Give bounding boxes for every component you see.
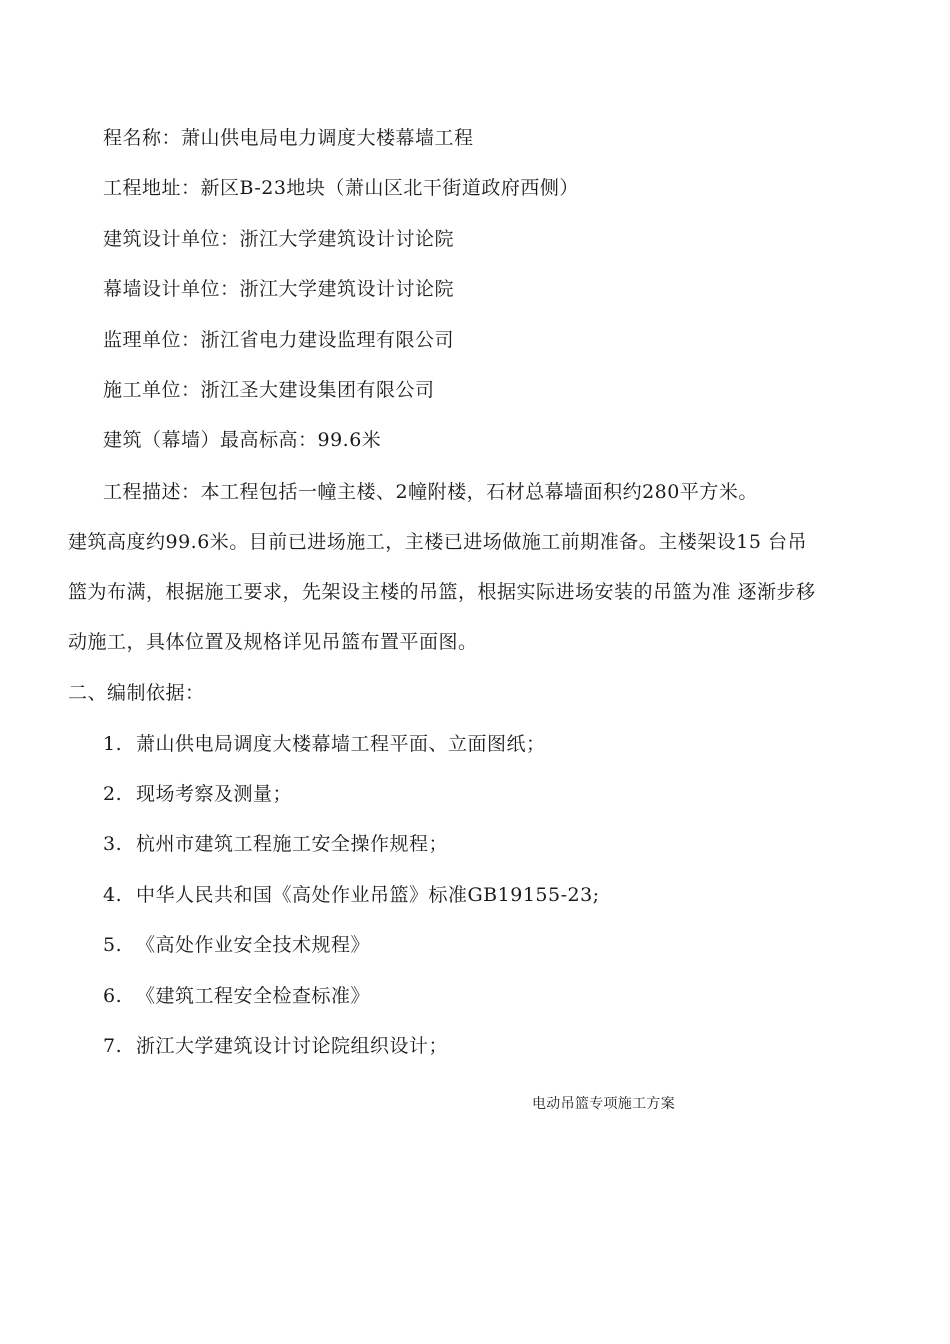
architect-unit: 建筑设计单位：浙江大学建筑设计讨论院 — [103, 228, 455, 250]
list-item-text: 萧山供电局调度大楼幕墙工程平面、立面图纸； — [136, 733, 546, 755]
list-item-number: 2. — [103, 783, 123, 805]
list-item-number: 4. — [103, 884, 123, 906]
list-item-number: 5. — [103, 934, 123, 956]
list-item — [103, 1033, 448, 1059]
list-item — [103, 932, 370, 958]
description-line-3: 篮为布满，根据施工要求，先架设主楼的吊篮，根据实际进场安装的吊篮为准 逐渐步移 — [68, 581, 816, 603]
list-item-number: 1. — [103, 733, 123, 755]
list-item-text: 杭州市建筑工程施工安全操作规程； — [136, 833, 449, 855]
supervision-unit: 监理单位：浙江省电力建设监理有限公司 — [103, 329, 455, 351]
list-item-number: 3. — [103, 833, 123, 855]
list-item-number: 7. — [103, 1035, 123, 1057]
list-item-text: 《建筑工程安全检查标准》 — [136, 985, 371, 1007]
list-item-text: 浙江大学建筑设计讨论院组织设计； — [136, 1035, 449, 1057]
list-item — [103, 781, 292, 807]
list-item — [103, 983, 370, 1009]
project-address: 工程地址：新区B-23地块（萧山区北干街道政府西侧） — [103, 177, 579, 199]
project-name: 程名称：萧山供电局电力调度大楼幕墙工程 — [103, 127, 474, 149]
list-item-text: 中华人民共和国《高处作业吊篮》标准GB19155-23; — [136, 884, 600, 906]
page-footer: 电动吊篮专项施工方案 — [532, 1096, 675, 1112]
list-item-number: 6. — [103, 985, 123, 1007]
list-item-text: 现场考察及测量； — [136, 783, 293, 805]
construction-unit: 施工单位：浙江圣大建设集团有限公司 — [103, 379, 435, 401]
description-line-2: 建筑高度约99.6米。目前已进场施工，主楼已进场做施工前期准备。主楼架设15 台吊 — [68, 531, 808, 553]
description-first-line: 工程描述：本工程包括一幢主楼、2幢附楼，石材总幕墙面积约280平方米。 — [103, 481, 758, 503]
list-item — [103, 882, 600, 908]
description-line-4: 动施工，具体位置及规格详见吊篮布置平面图。 — [68, 631, 478, 653]
list-item-text: 《高处作业安全技术规程》 — [136, 934, 371, 956]
list-item — [103, 731, 546, 757]
max-height: 建筑（幕墙）最高标高：99.6米 — [103, 429, 382, 451]
list-item — [103, 831, 448, 857]
section-heading: 二、编制依据： — [68, 682, 205, 704]
curtain-wall-design-unit: 幕墙设计单位：浙江大学建筑设计讨论院 — [103, 278, 455, 300]
